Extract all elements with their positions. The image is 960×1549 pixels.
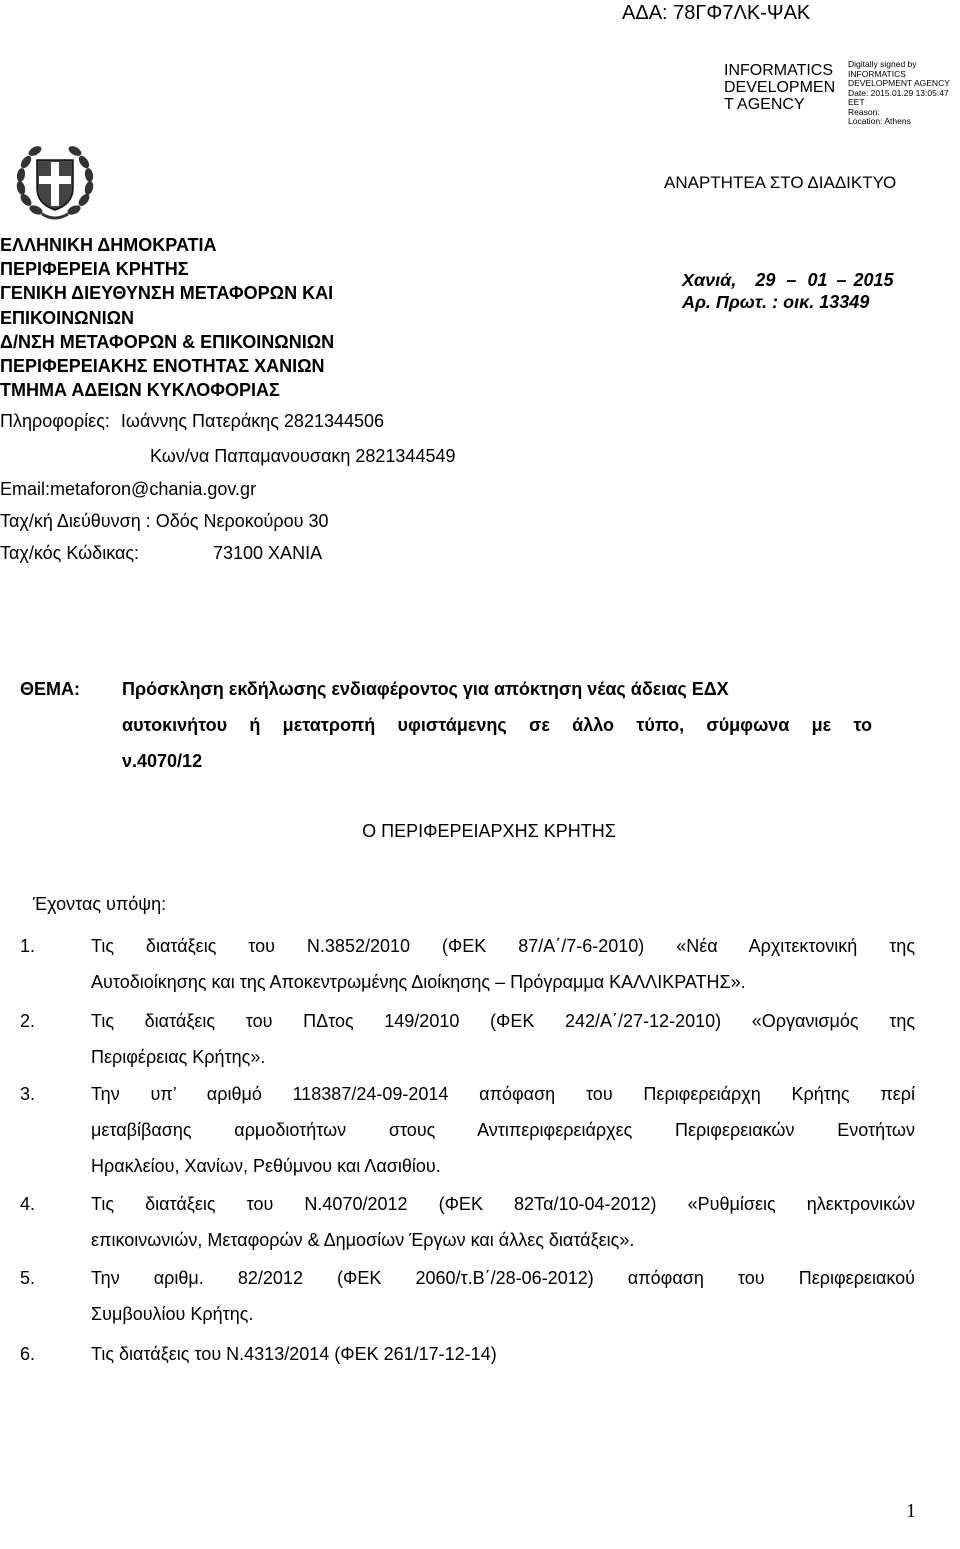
signature-signer bbox=[724, 62, 835, 113]
greek-coat-of-arms-icon bbox=[12, 138, 98, 224]
signature-detail-line: Digitally signed by bbox=[848, 59, 917, 69]
list-item-line: Τις διατάξεις του Ν.4313/2014 (ΦΕΚ 261/17-12-14) bbox=[91, 1344, 497, 1364]
signature-detail-line: INFORMATICS bbox=[848, 68, 906, 79]
subject-line: ν.4070/12 bbox=[122, 751, 203, 771]
date-month: 01 bbox=[807, 270, 828, 290]
list-item-line: Αυτοδιοίκησης και της Αποκεντρωμένης Διοίκησης – Πρόγραμμα ΚΑΛΛΙΚΡΑΤΗΣ». bbox=[91, 972, 746, 992]
ada-code: ΑΔΑ: 78ΓΦ7ΛΚ-ΨΑΚ bbox=[622, 2, 811, 24]
subject-line: Πρόσκληση εκδήλωσης ενδιαφέροντος για απόκτηση νέας άδειας ΕΔΧ bbox=[122, 679, 729, 699]
list-item-line: Συμβουλίου Κρήτης. bbox=[91, 1304, 254, 1324]
list-item-line: Την αριθμ. 82/2012 (ΦΕΚ 2060/τ.Β΄/28-06-2012) απόφαση του Περιφερειακού bbox=[91, 1268, 915, 1288]
org-line: ΕΛΛΗΝΙΚΗ ΔΗΜΟΚΡΑΤΙΑ bbox=[0, 235, 217, 255]
date-year: 2015 bbox=[853, 270, 894, 290]
document-date: Χανιά, 29 – 01 – 2015 bbox=[682, 270, 894, 290]
list-item-line: Την υπ’ αριθμό 118387/24-09-2014 απόφαση του Περιφερειάρχη Κρήτης περί bbox=[91, 1084, 915, 1104]
signature-detail-line: DEVELOPMENT AGENCY bbox=[848, 78, 950, 88]
list-item-line: επικοινωνιών, Μεταφορών & Δημοσίων Έργων και άλλες διατάξεις». bbox=[91, 1230, 635, 1250]
date-day: 29 bbox=[755, 270, 776, 290]
signature-signer-line: T AGENCY bbox=[724, 96, 805, 113]
subject-line: αυτοκινήτου ή μετατροπή υφιστάμενης σε άλλο τύπο, σύμφωνα με το bbox=[122, 715, 872, 735]
info-person-1: Ιωάννης Πατεράκης 2821344506 bbox=[120, 411, 385, 431]
list-item-line: Περιφέρειας Κρήτης». bbox=[91, 1047, 266, 1067]
date-place: Χανιά, bbox=[682, 270, 737, 290]
postal-address: Ταχ/κή Διεύθυνση : Οδός Νεροκούρου 30 bbox=[0, 511, 329, 531]
org-line: ΠΕΡΙΦΕΡΕΙΑΚΗΣ ΕΝΟΤΗΤΑΣ ΧΑΝΙΩΝ bbox=[0, 356, 325, 377]
info-label: Πληροφορίες: bbox=[0, 411, 110, 431]
contact-info bbox=[0, 411, 384, 432]
org-line: ΠΕΡΙΦΕΡΕΙΑ ΚΡΗΤΗΣ bbox=[0, 259, 189, 280]
info-person-2: Κων/να Παπαμανουσακη 2821344549 bbox=[150, 446, 456, 466]
list-item-number: 5. bbox=[20, 1268, 36, 1288]
list-item-number: 4. bbox=[20, 1194, 36, 1214]
list-item-line: Ηρακλείου, Χανίων, Ρεθύμνου και Λασιθίου. bbox=[91, 1156, 441, 1176]
signature-signer-line: DEVELOPMEN bbox=[724, 79, 836, 96]
email-text: Email:metaforon@chania.gov.gr bbox=[0, 479, 257, 499]
list-item-line: μεταβίβασης αρμοδιοτήτων στους Αντιπεριφερειάρχες Περιφερειακών Ενοτήτων bbox=[91, 1120, 915, 1140]
protocol-number: Αρ. Πρωτ. : οικ. 13349 bbox=[682, 292, 870, 312]
considering-heading: Έχοντας υπόψη: bbox=[33, 894, 167, 914]
list-item-number: 1. bbox=[20, 936, 36, 956]
list-item-number: 6. bbox=[20, 1344, 36, 1364]
list-item-line: Τις διατάξεις του Ν.4070/2012 (ΦΕΚ 82Τα/10-04-2012) «Ρυθμίσεις ηλεκτρονικών bbox=[91, 1194, 915, 1214]
postal-code-value: 73100 ΧΑΝΙΑ bbox=[213, 543, 323, 563]
org-line: ΓΕΝΙΚΗ ΔΙΕΥΘΥΝΣΗ ΜΕΤΑΦΟΡΩΝ ΚΑΙ bbox=[0, 283, 334, 304]
date-protocol-block bbox=[682, 269, 894, 313]
authority-heading: Ο ΠΕΡΙΦΕΡΕΙΑΡΧΗΣ ΚΡΗΤΗΣ bbox=[362, 821, 616, 841]
org-line: Δ/ΝΣΗ ΜΕΤΑΦΟΡΩΝ & ΕΠΙΚΟΙΝΩΝΙΩΝ bbox=[0, 331, 335, 352]
org-line: ΤΜΗΜΑ ΑΔΕΙΩΝ ΚΥΚΛΟΦΟΡΙΑΣ bbox=[0, 380, 280, 401]
signature-detail-line: EET bbox=[848, 97, 865, 107]
signature-detail-line: Reason: bbox=[848, 106, 880, 117]
list-item-line: Τις διατάξεις του Ν.3852/2010 (ΦΕΚ 87/Α΄/7-6-2010) «Νέα Αρχιτεκτονική της bbox=[91, 936, 915, 956]
organization-header bbox=[0, 233, 334, 402]
list-item-number: 3. bbox=[20, 1084, 36, 1104]
postal-code-label: Ταχ/κός Κώδικας: bbox=[0, 543, 140, 563]
list-item-number: 2. bbox=[20, 1011, 36, 1031]
list-item-line: Τις διατάξεις του ΠΔτος 149/2010 (ΦΕΚ 242/Α΄/27-12-2010) «Οργανισμός της bbox=[91, 1011, 915, 1031]
signature-detail-line: Date: 2015.01.29 13:05:47 bbox=[848, 87, 949, 98]
page-number: 1 bbox=[906, 1500, 916, 1522]
subject-label: ΘΕΜΑ: bbox=[20, 679, 80, 699]
signature-details bbox=[848, 60, 950, 127]
publish-online-note: ΑΝΑΡΤΗΤΕΑ ΣΤΟ ΔΙΑΔΙΚΤΥΟ bbox=[664, 173, 897, 192]
signature-detail-line: Location: Athens bbox=[848, 116, 911, 126]
signature-signer-line: INFORMATICS bbox=[724, 62, 834, 79]
org-line: ΕΠΙΚΟΙΝΩΝΙΩΝ bbox=[0, 307, 135, 328]
